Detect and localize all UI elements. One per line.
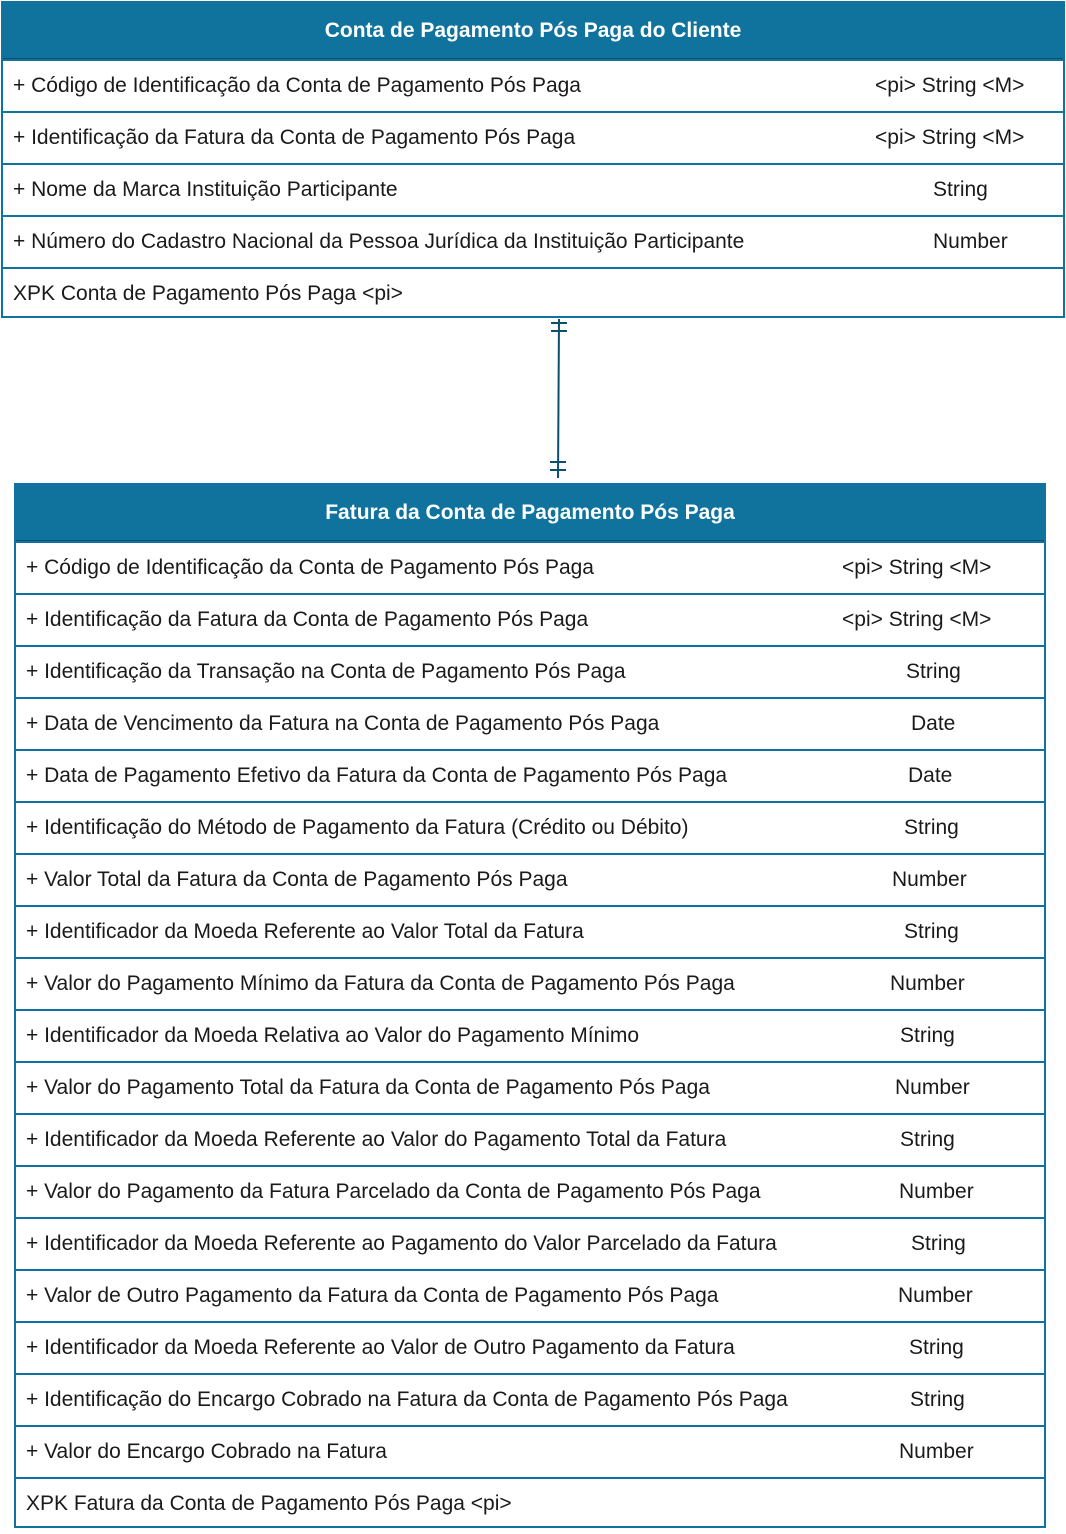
attribute-type: Date	[911, 712, 956, 735]
attribute-type: String	[904, 816, 959, 839]
attribute-row[interactable]	[16, 541, 1044, 593]
attribute-row[interactable]	[16, 1009, 1044, 1061]
attribute-type: String	[900, 1128, 955, 1151]
relationship-line	[558, 319, 559, 478]
attribute-label: + Data de Pagamento Efetivo da Fatura da Conta de Pagamento Pós Paga	[26, 764, 728, 787]
attribute-row[interactable]	[16, 801, 1044, 853]
attribute-label: + Valor do Pagamento Total da Fatura da Conta de Pagamento Pós Paga	[26, 1076, 710, 1099]
attribute-type: Number	[892, 868, 967, 891]
attribute-label: + Identificador da Moeda Referente ao Valor Total da Fatura	[26, 920, 584, 943]
attribute-row[interactable]	[16, 853, 1044, 905]
attribute-type: Number	[899, 1180, 974, 1203]
attribute-type: String	[909, 1336, 964, 1359]
attribute-label: + Código de Identificação da Conta de Pagamento Pós Paga	[26, 556, 594, 579]
attribute-label: + Valor do Encargo Cobrado na Fatura	[26, 1440, 387, 1463]
attribute-type: Number	[898, 1284, 973, 1307]
primary-key-row[interactable]	[16, 1477, 1044, 1529]
attribute-type: String	[900, 1024, 955, 1047]
attribute-row[interactable]	[16, 593, 1044, 645]
attribute-type: Number	[895, 1076, 970, 1099]
attribute-type: Date	[908, 764, 953, 787]
attribute-type: <pi> String <M>	[842, 556, 992, 579]
attribute-label: + Identificação da Fatura da Conta de Pagamento Pós Paga	[26, 608, 589, 631]
attribute-row[interactable]	[16, 1113, 1044, 1165]
attribute-label: + Código de Identificação da Conta de Pagamento Pós Paga	[13, 74, 581, 97]
attribute-label: + Identificação da Fatura da Conta de Pagamento Pós Paga	[13, 126, 576, 149]
attribute-type: String	[911, 1232, 966, 1255]
attribute-label: + Valor do Pagamento Mínimo da Fatura da Conta de Pagamento Pós Paga	[26, 972, 735, 995]
attribute-type: Number	[890, 972, 965, 995]
attribute-row[interactable]	[16, 697, 1044, 749]
attribute-label: + Identificação do Encargo Cobrado na Fatura da Conta de Pagamento Pós Paga	[26, 1388, 788, 1411]
attribute-label: + Identificador da Moeda Referente ao Pagamento do Valor Parcelado da Fatura	[26, 1232, 777, 1255]
attribute-row[interactable]	[16, 1217, 1044, 1269]
attribute-label: + Valor de Outro Pagamento da Fatura da Conta de Pagamento Pós Paga	[26, 1284, 719, 1307]
attribute-row[interactable]	[16, 1373, 1044, 1425]
entity-title: Fatura da Conta de Pagamento Pós Paga	[16, 485, 1044, 541]
entity-title: Conta de Pagamento Pós Paga do Cliente	[3, 3, 1063, 59]
attribute-label: + Data de Vencimento da Fatura na Conta de Pagamento Pós Paga	[26, 712, 660, 735]
entity-fatura-conta-pagamento-pos-paga[interactable]	[14, 483, 1046, 1528]
attribute-row[interactable]	[16, 749, 1044, 801]
attribute-type: Number	[933, 230, 1008, 253]
primary-key-label: XPK Conta de Pagamento Pós Paga <pi>	[13, 282, 403, 305]
attribute-label: + Valor Total da Fatura da Conta de Pagamento Pós Paga	[26, 868, 568, 891]
attribute-type: String	[906, 660, 961, 683]
attribute-row[interactable]	[16, 645, 1044, 697]
attribute-label: + Identificador da Moeda Referente ao Valor do Pagamento Total da Fatura	[26, 1128, 727, 1151]
attribute-row[interactable]	[16, 1061, 1044, 1113]
attribute-type: <pi> String <M>	[842, 608, 992, 631]
attribute-label: + Identificador da Moeda Referente ao Valor de Outro Pagamento da Fatura	[26, 1336, 735, 1359]
attribute-row[interactable]	[16, 1321, 1044, 1373]
attribute-type: String	[933, 178, 988, 201]
attribute-row[interactable]	[16, 905, 1044, 957]
primary-key-label: XPK Fatura da Conta de Pagamento Pós Paga <pi>	[26, 1492, 512, 1515]
attribute-type: <pi> String <M>	[875, 74, 1025, 97]
attribute-label: + Nome da Marca Instituição Participante	[13, 178, 398, 201]
attribute-label: + Número do Cadastro Nacional da Pessoa Jurídica da Instituição Participante	[13, 230, 745, 253]
attribute-label: + Valor do Pagamento da Fatura Parcelado da Conta de Pagamento Pós Paga	[26, 1180, 761, 1203]
attribute-row[interactable]	[16, 1269, 1044, 1321]
attribute-row[interactable]	[16, 957, 1044, 1009]
attribute-row[interactable]	[16, 1425, 1044, 1477]
attribute-label: + Identificação da Transação na Conta de Pagamento Pós Paga	[26, 660, 626, 683]
attribute-type: <pi> String <M>	[875, 126, 1025, 149]
attribute-row[interactable]	[16, 1165, 1044, 1217]
attribute-label: + Identificador da Moeda Relativa ao Valor do Pagamento Mínimo	[26, 1024, 640, 1047]
attribute-type: Number	[899, 1440, 974, 1463]
attribute-label: + Identificação do Método de Pagamento da Fatura (Crédito ou Débito)	[26, 816, 689, 839]
attribute-type: String	[904, 920, 959, 943]
attribute-type: String	[910, 1388, 965, 1411]
